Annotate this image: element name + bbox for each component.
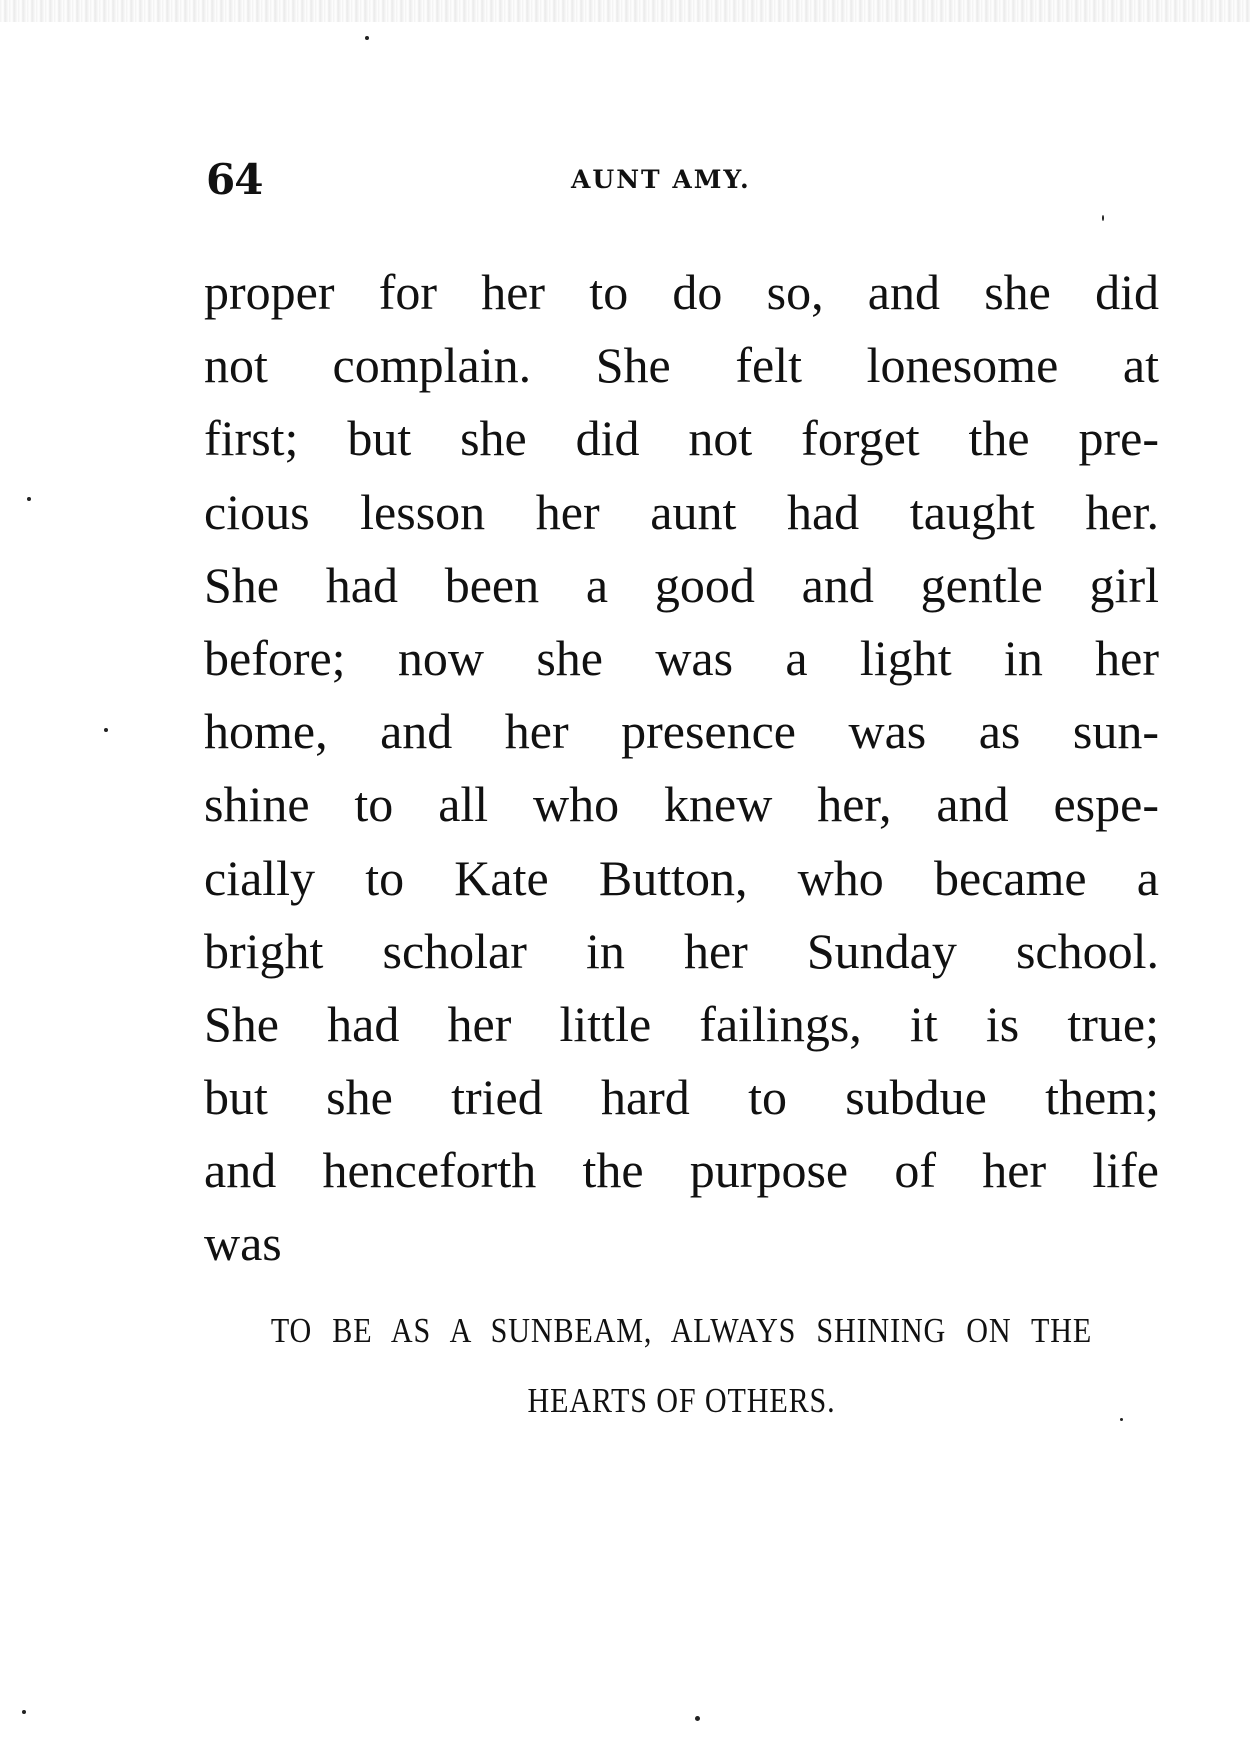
text-line: She had been a good and gentle girl [204, 556, 1159, 613]
text-line: home, and her presence was as sun- [204, 703, 1159, 760]
scan-speck [27, 497, 31, 501]
scan-speck [695, 1716, 700, 1721]
scan-speck [22, 1710, 26, 1714]
scan-speck [365, 36, 369, 40]
text-line: and henceforth the purpose of her life [204, 1142, 1159, 1199]
text-line: She had her little failings, it is true; [204, 995, 1159, 1052]
text-line: not complain. She felt lonesome at [204, 337, 1159, 394]
text-line: before; now she was a light in her [204, 629, 1159, 686]
motto-line: TO BE AS A SUNBEAM, ALWAYS SHINING ON THE [270, 1311, 1093, 1350]
text-line: but she tried hard to subdue them; [204, 1069, 1159, 1126]
text-line: first; but she did not forget the pre- [204, 410, 1159, 467]
text-line: proper for her to do so, and she did [204, 264, 1159, 320]
scan-speck [1102, 215, 1104, 221]
scan-speck [104, 728, 108, 732]
text-line: shine to all who knew her, and espe- [204, 776, 1159, 833]
page-header [206, 150, 1156, 210]
body-text [204, 256, 1159, 1281]
running-head: AUNT AMY. [571, 165, 751, 194]
text-line: cially to Kate Button, who became a [204, 849, 1159, 906]
text-line: was [204, 1215, 282, 1272]
scan-speck [1120, 1418, 1123, 1421]
motto-line: HEARTS OF OTHERS. [527, 1381, 836, 1420]
text-line: bright scholar in her Sunday school. [204, 922, 1159, 979]
text-line: cious lesson her aunt had taught her. [204, 483, 1159, 540]
scan-edge-noise [0, 0, 1250, 22]
page-number: 64 [206, 155, 263, 204]
